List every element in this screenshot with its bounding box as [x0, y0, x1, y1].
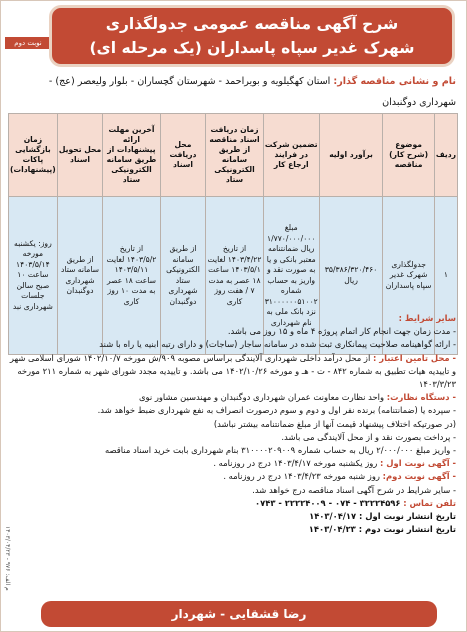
- oversight-text: واحد نظارت معاونت عمران شهرداری دوگنبدان و مهندسین مشاور نوی: [138, 392, 385, 403]
- side-code: م الف: ۹۷۶ - ۱۴۰۳/۰۴/۲۳: [4, 526, 11, 591]
- header-estimate: برآورد اولیه: [319, 114, 383, 197]
- cell-submission-deadline: از تاریخ ۱۴۰۳/۵/۲ لغایت ۱۴۰۳/۵/۱۱ ساعت ۱۸ عصر به مدت ۱۰ روز کاری: [103, 197, 160, 355]
- phone-label: تلفن تماس :: [403, 497, 456, 508]
- signature-footer: رضا قشقایی - شهردار: [41, 601, 437, 627]
- issuer-text: استان کهگیلویه و بویراحمد - شهرستان گچساران - بلوار ولیعصر (عج) - شهرداری دوگنبدان: [48, 76, 456, 108]
- condition-fee: - واریز مبلغ ۲/۰۰۰/۰۰۰ ریال به حساب شماره ۳۱۰۰۰۰۲۰۹۰۰۹ بنام شهرداری بابت خرید اسناد مناقصه: [105, 445, 456, 456]
- header-doc-receipt-place: محل دریافت اسناد: [160, 114, 206, 197]
- header-delivery-place: محل تحویل اسناد: [57, 114, 102, 197]
- title-line-1: شرح آگهی مناقصه عمومی جدولگذاری: [105, 15, 399, 33]
- phone-text: ۳۲۲۲۴۵۹۶ - ۰۷۴ - ۲۲۲۲۴۰۰۹ - ۰۷۴۳: [255, 497, 401, 508]
- conditions-section: [9, 312, 456, 536]
- publish-date-first: تاریخ انتشار نوبت اول : ۱۴۰۳/۰۴/۱۷: [309, 511, 456, 522]
- second-notice-label: - آگهی نوبت دوم:: [382, 471, 456, 482]
- header-guarantee: تضمین شرکت در فرایند ارجاع کار: [263, 114, 319, 197]
- cell-opening-time: روز: یکشنبه مورخه ۱۴۰۳/۵/۱۴ ساعت ۱۰ صبح سالن جلسات شهرداری نبد: [9, 197, 58, 355]
- condition-oversight: [9, 391, 456, 404]
- first-notice-label: - آگهی نوبت اول :: [380, 458, 456, 469]
- header-subject: موضوع (شرح کار) مناقصه: [383, 114, 434, 197]
- cell-estimate: ۳۵/۳۸۶/۳۲۰/۴۶۰ ریال: [319, 197, 383, 355]
- oversight-label: - دستگاه نظارت:: [386, 392, 456, 403]
- publish-date-second: تاریخ انتشار نوبت دوم : ۱۴۰۳/۰۴/۲۳: [308, 524, 456, 535]
- cell-delivery-place: از طریق سامانه ستاد شهرداری دوگنبدان: [57, 197, 102, 355]
- condition-payment: - پرداخت بصورت نقد و از محل آلایندگی می باشد.: [281, 431, 456, 442]
- cell-doc-receipt-time: از تاریخ ۱۴۰۳/۴/۲۲ لغایت ۱۴۰۳/۵/۱ ساعت ۱۸ عصر به مدت ۷ / هفت روز کاری: [206, 197, 263, 355]
- notice-title: [49, 5, 455, 67]
- second-notice-badge: نوبت دوم: [5, 37, 51, 49]
- condition-funding: [9, 352, 456, 392]
- header-submission-deadline: آخرین مهلت ارائه پیشنهادات از طریق سامانه الکترونیکی ستاد: [103, 114, 160, 197]
- condition-misc: - سایر شرایط در شرح آگهی اسناد مناقصه درج خواهد شد.: [252, 484, 456, 495]
- issuer-info: [9, 71, 456, 113]
- issuer-label: نام و نشانی مناقصه گذار:: [333, 76, 456, 87]
- first-notice: [9, 457, 456, 470]
- first-notice-text: روز یکشنبه مورخه ۱۴۰۳/۴/۱۷ درج در روزنامه .: [213, 458, 378, 469]
- condition-deposit-note: (در صورتیکه اختلاف پیشنهاد قیمت آنها از مبلغ ضمانتنامه بیشتر نباشد): [213, 418, 456, 429]
- cell-doc-receipt-place: از طریق سامانه الکترونیکی ستاد شهرداری دوگنبدان: [160, 197, 206, 355]
- title-line-2: شهرک غدیر سپاه پاسداران (یک مرحله ای): [89, 39, 415, 57]
- header-doc-receipt-time: زمان دریافت اسناد مناقصه از طریق سامانه الکترونیکی ستاد: [206, 114, 263, 197]
- table-header-row: [9, 114, 458, 197]
- condition-deposit: - سپرده یا (ضمانتنامه) برنده نفر اول و دوم و سوم درصورت انصراف به نفع شهرداری ضبط خواهد شد.: [97, 405, 456, 416]
- condition-duration: - مدت زمان جهت انجام کار اتمام پروژه ۴ ماه و ۱۵ روز می باشد.: [227, 326, 456, 337]
- cell-guarantee: مبلغ ۱/۷۷۰/۰۰۰/۰۰۰ ریال ضمانتنامه معتبر بانکی و یا به صورت نقد و واریز به حساب شماره ۳۱۰۰۰۰۰۰۵۱۰۰۲ نزد بانک ملی به نام شهرداری: [263, 197, 319, 355]
- cell-row-number: ۱: [434, 197, 457, 355]
- funding-label: - محل تامین اعتبار :: [372, 352, 456, 363]
- contact-phone: [9, 497, 456, 510]
- header-row-number: ردیف: [434, 114, 457, 197]
- funding-text: از محل درآمد داخلی شهرداری آلایندگی براساس مصوبه ۹۰۹/ش مورخه ۱۴۰۲/۱۰/۷ شورای اسلامی شهر و تاییدیه هیات تطبیق به شماره ۸۴۲ - ت - هـ و مورخه ۱۴۰۲/۱۰/۲۶ می باشد. و تاییدیه مجدد شورای شهر به شماره ۲۱۱ مورخه ۱۴۰۳/۳/۲۳: [9, 352, 456, 390]
- conditions-heading: سایر شرایط :: [398, 313, 456, 323]
- second-notice: [9, 470, 456, 483]
- condition-qualification: - ارائه گواهینامه صلاحیت پیمانکاری ثبت شده در سامانه ساجار (ساجات) و دارای رتبه ابنیه یا راه با شند: [99, 339, 456, 350]
- second-notice-text: روز شنبه مورخه ۱۴۰۳/۴/۲۳ درج در روزنامه .: [223, 471, 380, 482]
- header-opening-time: زمان بازگشایی پاکات (پیشنهادات): [9, 114, 58, 197]
- cell-subject: جدولگذاری شهرک غدیر سپاه پاسداران: [383, 197, 434, 355]
